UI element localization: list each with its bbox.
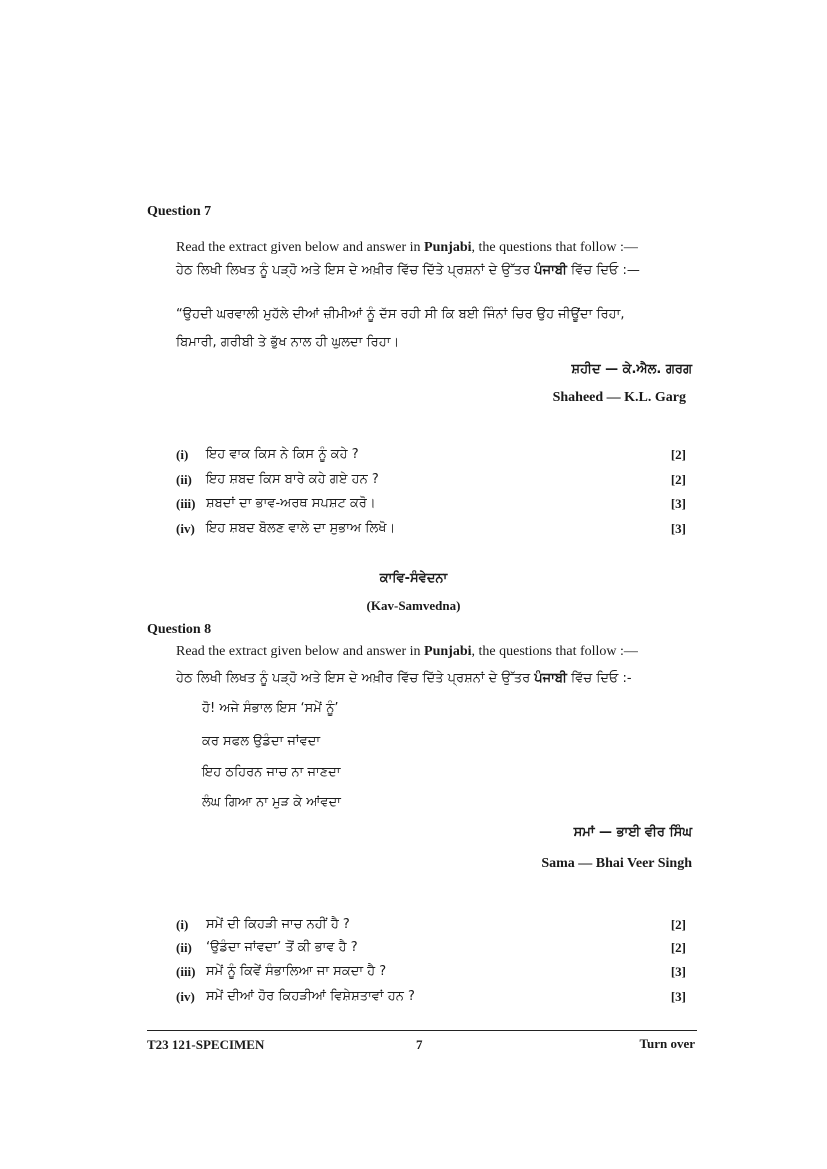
q8-instruction-punjabi: ਹੇਠ ਲਿਖੀ ਲਿਖਤ ਨੂੰ ਪੜ੍ਹੋ ਅਤੇ ਇਸ ਦੇ ਅਖ਼ੀਰ ਵਿੱਚ ਦਿੱਤੇ ਪ੍ਰਸ਼ਨਾਂ ਦੇ ਉੱਤਰ ਪੰਜਾਬੀ ਵਿੱਚ ਦਿਓ :-	[176, 671, 632, 686]
q8-poem-line-4: ਲੰਘ ਗਿਆ ਨਾ ਮੁੜ ਕੇ ਆਂਵਦਾ	[202, 795, 341, 810]
q8-poem-line-1: ਹੋ! ਅਜੇ ਸੰਭਾਲ ਇਸ ‘ਸਮੇਂ ਨੂੰ’	[202, 701, 339, 716]
q7-extract-line-2: ਬਿਮਾਰੀ, ਗਰੀਬੀ ਤੇ ਭੁੱਖ ਨਾਲ ਹੀ ਘੁਲਦਾ ਰਿਹਾ।	[176, 335, 400, 350]
q8-sub-question-3: (iii) ਸਮੇਂ ਨੂੰ ਕਿਵੇਂ ਸੰਭਾਲਿਆ ਜਾ ਸਕਦਾ ਹੈ ? [3]	[176, 964, 686, 979]
q8-poem-line-2: ਕਰ ਸਫਲ ਉਡੰਦਾ ਜਾਂਵਦਾ	[202, 734, 321, 749]
marks: [3]	[670, 521, 686, 536]
q7-sub-question-3: (iii) ਸ਼ਬਦਾਂ ਦਾ ਭਾਵ-ਅਰਥ ਸਪਸ਼ਟ ਕਰੋ। [3]	[176, 496, 686, 511]
q8-source-punjabi: ਸਮਾਂ — ਭਾਈ ਵੀਰ ਸਿੰਘ	[573, 825, 692, 840]
q8-sub-question-1: (i) ਸਮੇਂ ਦੀ ਕਿਹੜੀ ਜਾਚ ਨਹੀਂ ਹੈ ? [2]	[176, 917, 686, 932]
footer-rule	[147, 1030, 697, 1031]
section-title-english: (Kav-Samvedna)	[366, 598, 461, 613]
q8-source-english: Sama — Bhai Veer Singh	[541, 856, 692, 871]
marks: [3]	[670, 964, 686, 979]
q8-poem-line-3: ਇਹ ਠਹਿਰਨ ਜਾਚ ਨਾ ਜਾਣਦਾ	[202, 765, 341, 780]
q7-source-punjabi: ਸ਼ਹੀਦ — ਕੇ.ਐਲ. ਗਰਗ	[571, 362, 692, 377]
q7-sub-question-2: (ii) ਇਹ ਸ਼ਬਦ ਕਿਸ ਬਾਰੇ ਕਹੇ ਗਏ ਹਨ ? [2]	[176, 472, 686, 487]
marks: [2]	[670, 472, 686, 487]
q8-instruction-english: Read the extract given below and answer in Punjabi, the questions that follow :—	[176, 644, 638, 659]
section-title-punjabi: ਕਾਵਿ-ਸੰਵੇਦਨਾ	[379, 571, 448, 586]
q7-sub-question-4: (iv) ਇਹ ਸ਼ਬਦ ਬੋਲਣ ਵਾਲੇ ਦਾ ਸੁਭਾਅ ਲਿਖੋ। [3]	[176, 521, 686, 536]
question-7-heading: Question 7	[147, 204, 212, 219]
q7-extract-line-1: “ਉਹਦੀ ਘਰਵਾਲੀ ਮੁਹੱਲੇ ਦੀਆਂ ਜ਼ੀਮੀਆਂ ਨੂੰ ਦੱਸ ਰਹੀ ਸੀ ਕਿ ਬਈ ਜਿੰਨਾਂ ਚਿਰ ਉਹ ਜੀਊਂਦਾ ਰਿਹਾ,	[176, 307, 625, 322]
question-8-heading: Question 8	[147, 622, 212, 637]
marks: [3]	[670, 496, 686, 511]
marks: [2]	[670, 447, 686, 462]
q7-source-english: Shaheed — K.L. Garg	[552, 390, 686, 405]
footer-page-number: 7	[416, 1037, 423, 1052]
q7-sub-question-1: (i) ਇਹ ਵਾਕ ਕਿਸ ਨੇ ਕਿਸ ਨੂੰ ਕਹੇ ? [2]	[176, 447, 686, 462]
marks: [2]	[670, 940, 686, 955]
q8-sub-question-2: (ii) ‘ਉਡੰਦਾ ਜਾਂਵਦਾ’ ਤੋਂ ਕੀ ਭਾਵ ਹੈ ? [2]	[176, 940, 686, 955]
marks: [2]	[670, 917, 686, 932]
marks: [3]	[670, 989, 686, 1004]
footer-turn-over: Turn over	[639, 1036, 695, 1051]
footer-paper-code: T23 121-SPECIMEN	[147, 1037, 265, 1052]
q7-instruction-english: Read the extract given below and answer in Punjabi, the questions that follow :—	[176, 240, 638, 255]
q8-sub-question-4: (iv) ਸਮੇਂ ਦੀਆਂ ਹੋਰ ਕਿਹੜੀਆਂ ਵਿਸ਼ੇਸ਼ਤਾਵਾਂ ਹਨ ? [3]	[176, 989, 686, 1004]
q7-instruction-punjabi: ਹੇਠ ਲਿਖੀ ਲਿਖਤ ਨੂੰ ਪੜ੍ਹੋ ਅਤੇ ਇਸ ਦੇ ਅਖ਼ੀਰ ਵਿੱਚ ਦਿੱਤੇ ਪ੍ਰਸ਼ਨਾਂ ਦੇ ਉੱਤਰ ਪੰਜਾਬੀ ਵਿੱਚ ਦਿਓ :—	[176, 263, 640, 278]
